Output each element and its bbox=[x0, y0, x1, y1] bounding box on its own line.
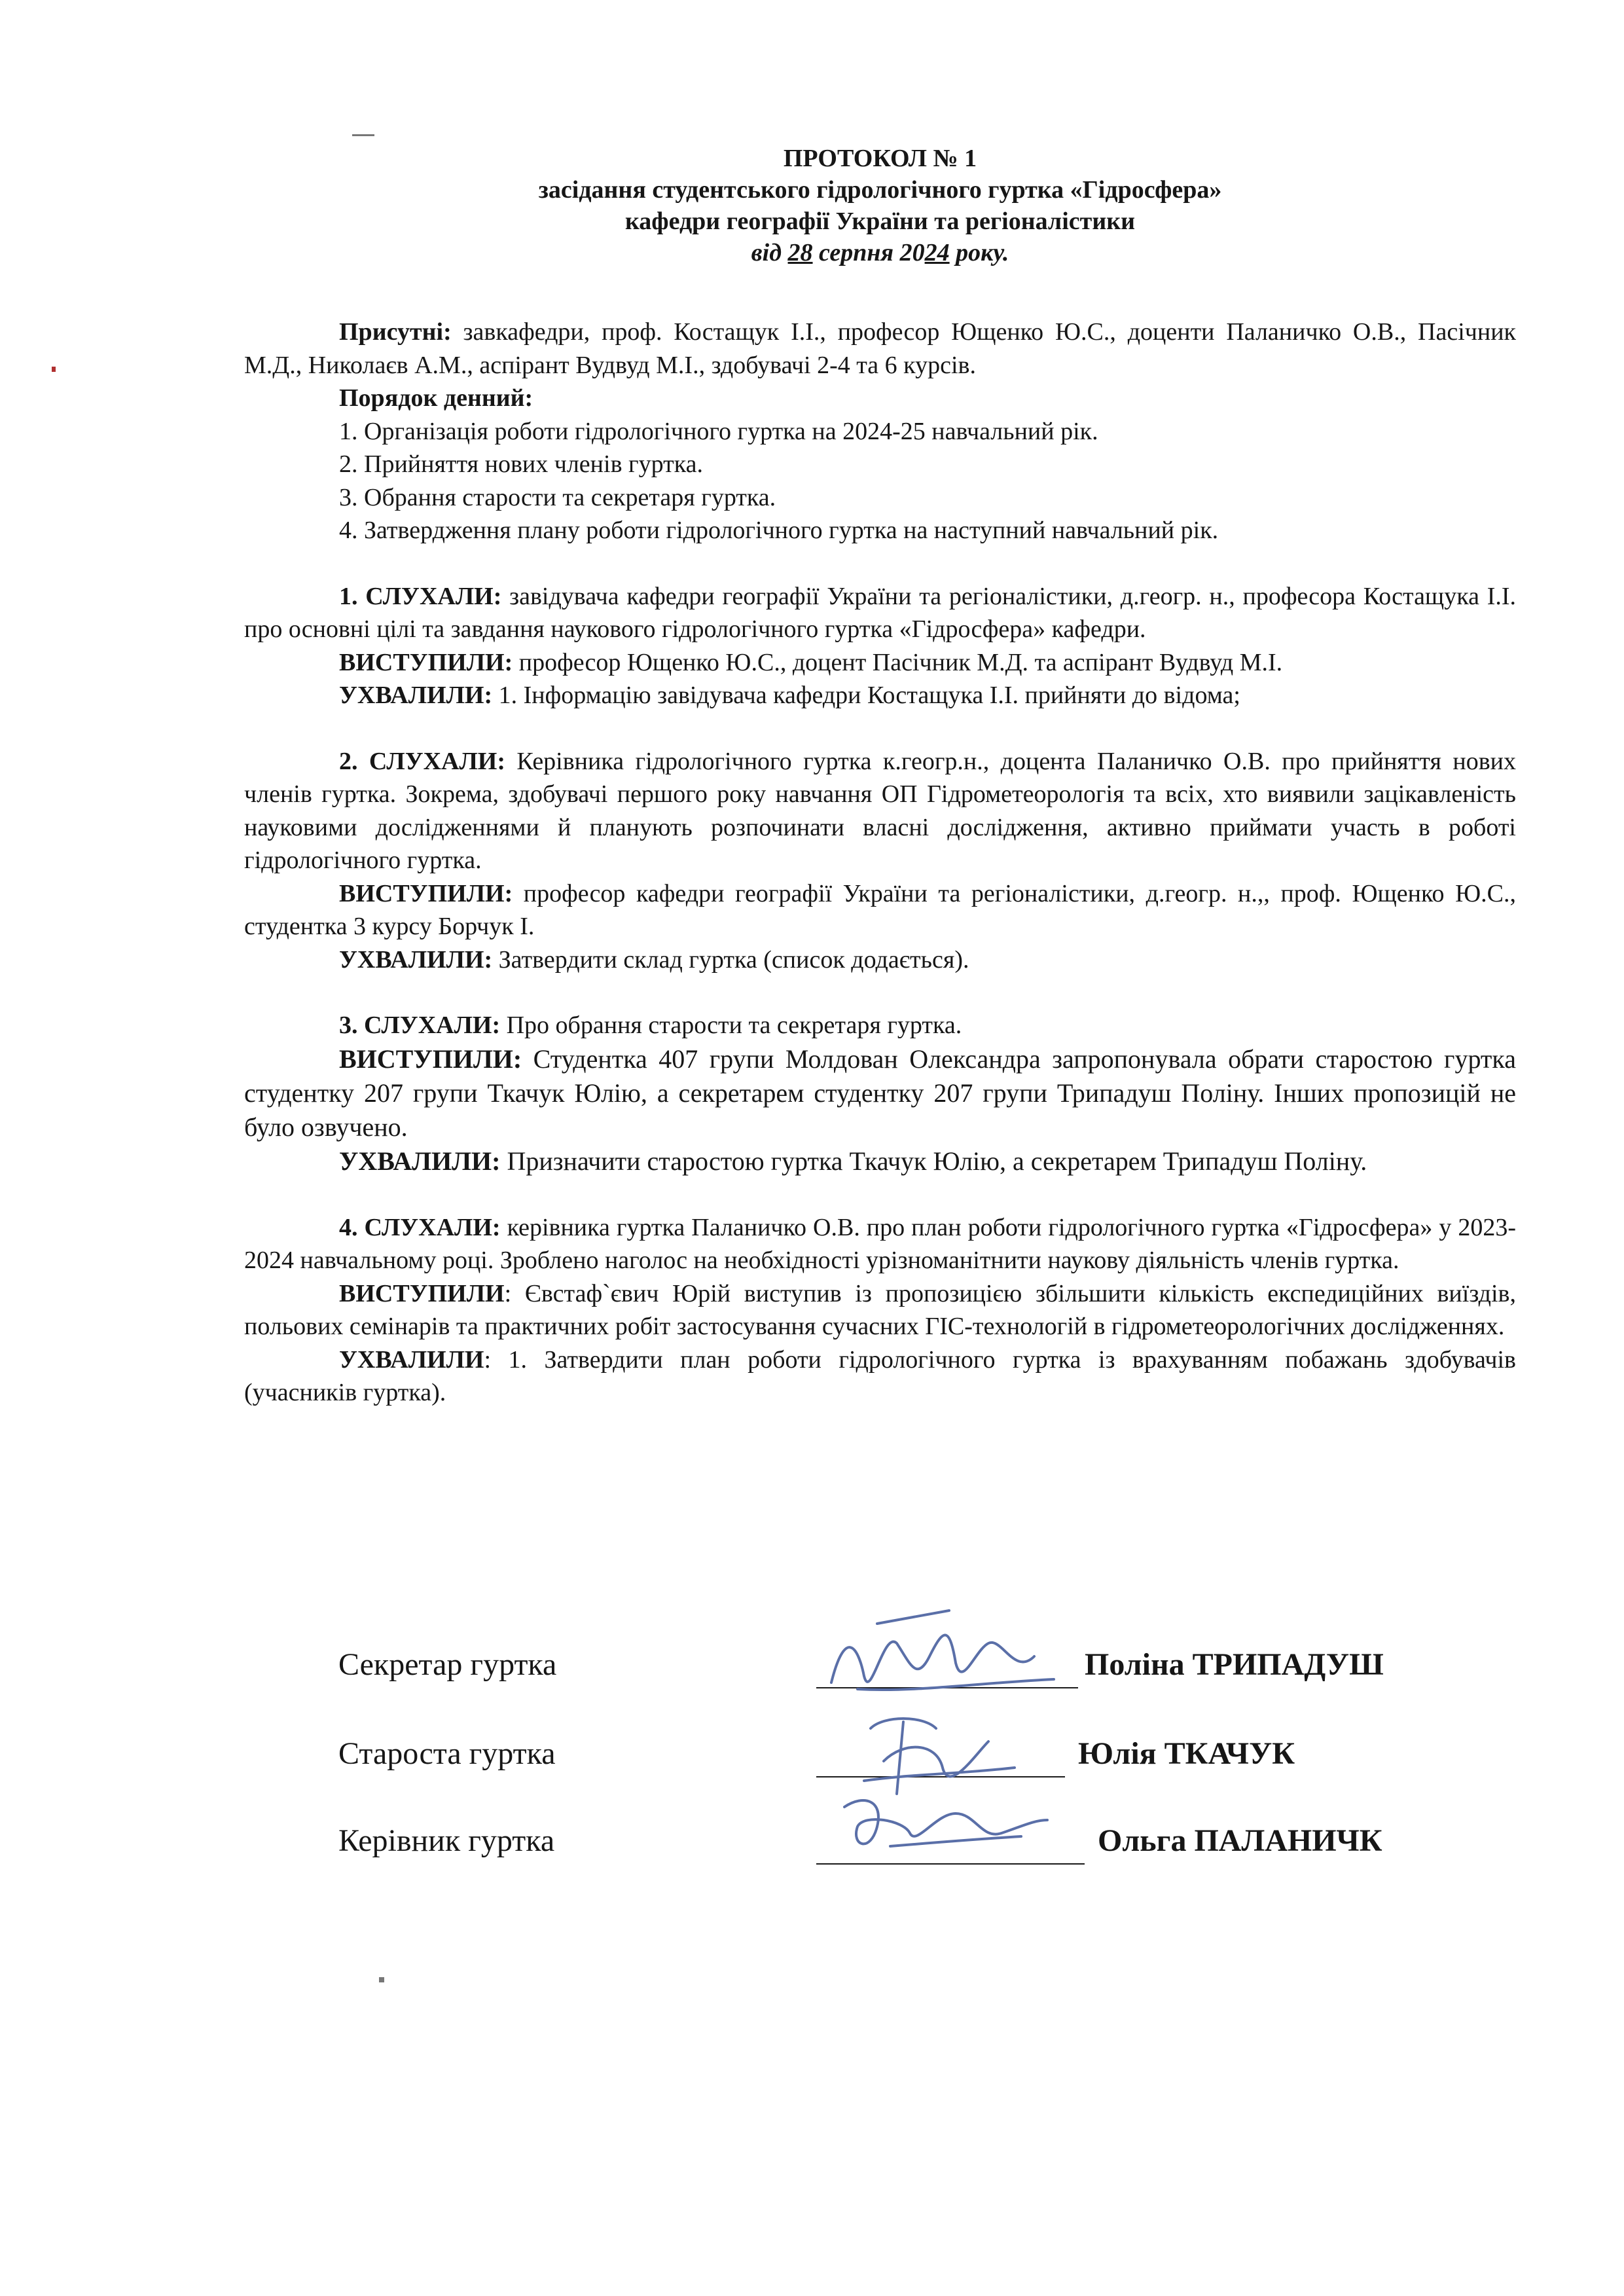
date-day: 28 bbox=[787, 239, 813, 266]
section-4-spoke bbox=[244, 1277, 1516, 1343]
attendees-text: завкафедри, проф. Костащук І.І., професор Ющенко Ю.С., доценти Паланичко О.В., Пасічник М.Д., Николаєв А.М., аспірант Вудвуд М.І., здобувачі 2-4 та 6 курсів. bbox=[244, 318, 1516, 379]
handwritten-signature-leader bbox=[825, 1781, 1060, 1866]
heard-text: Про обрання старости та секретаря гуртка. bbox=[500, 1011, 962, 1039]
protocol-date bbox=[244, 237, 1516, 268]
spoke-label: ВИСТУПИЛИ: bbox=[339, 648, 513, 676]
spoke-label: ВИСТУПИЛИ: bbox=[339, 879, 513, 907]
spacer bbox=[244, 976, 1516, 1009]
spoke-label: ВИСТУПИЛИ bbox=[339, 1279, 505, 1307]
signature-role: Староста гуртка bbox=[338, 1736, 556, 1771]
spoke-text: Студентка 407 групи Молдован Олександра запропонувала обрати старостою гуртка студентку 207 групи Ткачук Юлію, а секретарем студентку 207 групи Трипадуш Поліну. Інших пропозицій не було озвучено. bbox=[244, 1044, 1516, 1142]
signature-role: Секретар гуртка bbox=[338, 1647, 557, 1682]
spacer bbox=[244, 712, 1516, 745]
agenda-label-text: Порядок денний: bbox=[339, 384, 533, 412]
scan-speck bbox=[52, 367, 56, 372]
heard-label: 1. СЛУХАЛИ: bbox=[339, 582, 502, 610]
protocol-subtitle: засідання студентського гідрологічного гуртка «Гідросфера» bbox=[538, 176, 1222, 204]
section-1-spoke bbox=[244, 646, 1516, 680]
spoke-text: професор Ющенко Ю.С., доцент Пасічник М.Д. та аспірант Вудвуд М.І. bbox=[513, 648, 1283, 676]
spoke-text: професор кафедри географії України та регіоналістики, д.геогр. н.,, проф. Ющенко Ю.С., студентка 3 курсу Борчук І. bbox=[244, 879, 1516, 940]
heard-label: 3. СЛУХАЛИ: bbox=[339, 1011, 501, 1039]
agenda-item: 4. Затвердження плану роботи гідрологічного гуртка на наступний навчальний рік. bbox=[339, 517, 1219, 544]
agenda-item: 2. Прийняття нових членів гуртка. bbox=[339, 450, 703, 478]
spoke-label: ВИСТУПИЛИ: bbox=[339, 1044, 522, 1074]
resolved-label: УХВАЛИЛИ: bbox=[339, 945, 493, 974]
date-year: 24 bbox=[924, 239, 950, 266]
handwritten-signature-secretary bbox=[818, 1604, 1067, 1709]
heard-label: 4. СЛУХАЛИ: bbox=[339, 1213, 501, 1241]
attendees-label: Присутні: bbox=[339, 318, 452, 346]
section-1-resolved bbox=[244, 679, 1516, 712]
section-1-heard bbox=[244, 580, 1516, 646]
attendees-paragraph bbox=[244, 316, 1516, 382]
spacer bbox=[244, 547, 1516, 580]
protocol-body bbox=[244, 316, 1516, 1410]
scan-speck bbox=[379, 1977, 384, 1982]
section-4-heard bbox=[244, 1211, 1516, 1277]
resolved-label: УХВАЛИЛИ: bbox=[339, 1146, 501, 1176]
resolved-label: УХВАЛИЛИ: bbox=[339, 682, 493, 709]
signature-role: Керівник гуртка bbox=[338, 1823, 555, 1858]
resolved-text: : 1. Затвердити план роботи гідрологічного гуртка із врахуванням побажань здобувачів (учасників гуртка). bbox=[244, 1345, 1516, 1406]
heard-text: завідувача кафедри географії України та регіоналістики, д.геогр. н., професора Костащука І.І. про основні цілі та завдання наукового гідрологічного гуртка «Гідросфера» кафедри. bbox=[244, 582, 1517, 643]
agenda-item: 3. Обрання старости та секретаря гуртка. bbox=[339, 483, 776, 511]
spoke-text: : Євстаф`євич Юрій виступив із пропозицією збільшити кількість експедиційних виїздів, польових семінарів та практичних робіт застосування сучасних ГІС-технологій в гідрометеорологічних дослідженнях. bbox=[244, 1279, 1516, 1340]
protocol-heading bbox=[244, 143, 1516, 268]
section-3-heard bbox=[244, 1009, 1516, 1042]
resolved-label: УХВАЛИЛИ bbox=[339, 1345, 484, 1374]
section-3-spoke bbox=[244, 1042, 1516, 1144]
date-end: року. bbox=[949, 239, 1009, 266]
section-4-resolved bbox=[244, 1343, 1516, 1410]
scan-speck bbox=[352, 134, 374, 136]
date-prefix: від bbox=[751, 239, 788, 266]
heard-label: 2. СЛУХАЛИ: bbox=[339, 747, 506, 775]
agenda-label bbox=[244, 382, 1516, 415]
section-2-heard bbox=[244, 745, 1516, 877]
resolved-text: Затвердити склад гуртка (список додається). bbox=[492, 945, 969, 974]
section-3-resolved bbox=[244, 1144, 1516, 1178]
resolved-text: Призначити старостою гуртка Ткачук Юлію, а секретарем Трипадуш Поліну. bbox=[500, 1146, 1367, 1176]
section-2-resolved bbox=[244, 943, 1516, 977]
signature-name: Ольга ПАЛАНИЧК bbox=[1098, 1823, 1382, 1858]
signature-name: Поліна ТРИПАДУШ bbox=[1085, 1647, 1384, 1682]
agenda-item: 1. Організація роботи гідрологічного гуртка на 2024-25 навчальний рік. bbox=[339, 417, 1098, 445]
date-month: серпня 20 bbox=[812, 239, 925, 266]
protocol-department: кафедри географії України та регіоналістики bbox=[624, 208, 1136, 235]
protocol-title: ПРОТОКОЛ № 1 bbox=[783, 145, 977, 172]
heard-text: керівника гуртка Паланичко О.В. про план роботи гідрологічного гуртка «Гідросфера» у 2023-2024 навчальному році. Зроблено наголос на необхідності урізноманітнити наукову діяльність членів гуртка. bbox=[244, 1213, 1517, 1274]
resolved-text: 1. Інформацію завідувача кафедри Костащука І.І. прийняти до відома; bbox=[492, 682, 1240, 709]
heard-text: Керівника гідрологічного гуртка к.геогр.н., доцента Паланичко О.В. про прийняття нових членів гуртка. Зокрема, здобувачі першого року навчання ОП Гідрометеорологія та всіх, хто виявили зацікавленість науковими дослідженнями й планують розпочинати власні дослідження, активно приймати участь в роботі гідрологічного гуртка. bbox=[244, 747, 1516, 874]
signature-name: Юлія ТКАЧУК bbox=[1078, 1736, 1295, 1771]
section-2-spoke bbox=[244, 877, 1516, 943]
spacer bbox=[244, 1178, 1516, 1211]
